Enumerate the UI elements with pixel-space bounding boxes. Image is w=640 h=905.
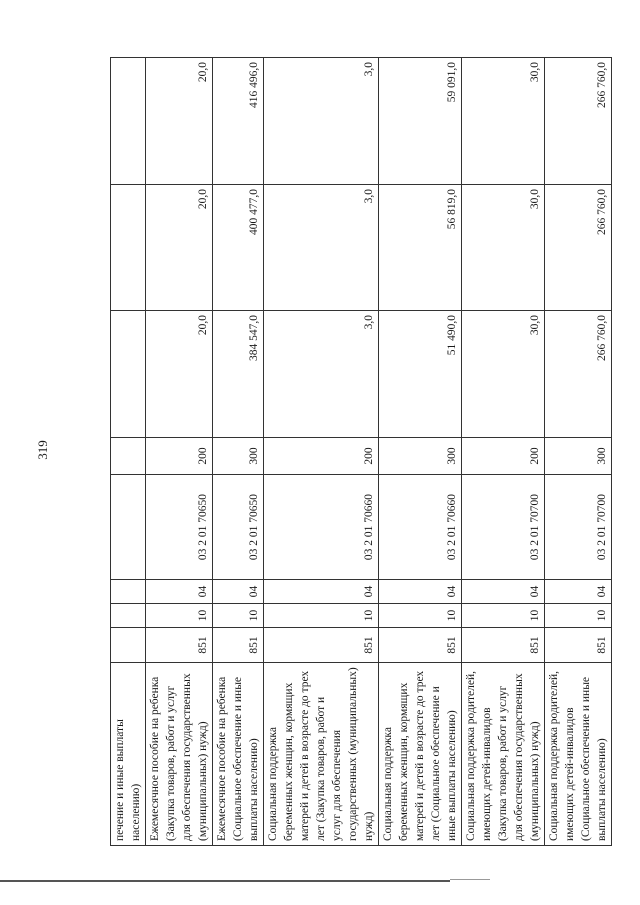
amount-2018: 3,0 [264, 311, 379, 438]
amount-2018: 30,0 [462, 311, 545, 438]
amount-2020: 416 496,0 [213, 58, 264, 185]
subsection-code [111, 580, 146, 604]
row-description: Социальная поддержка родителей, имеющих детей-инвалидов (Социальное обеспечение и иные выплаты населению) [545, 663, 612, 846]
subsection-code: 04 [462, 580, 545, 604]
amount-2019: 400 477,0 [213, 185, 264, 311]
target-article-code: 03 2 01 70650 [213, 475, 264, 580]
row-description: Ежемесячное пособие на ребенка (Закупка товаров, работ и услуг для обеспечения государственных (муниципальных) нужд) [146, 663, 213, 846]
amount-2019: 56 819,0 [379, 185, 462, 311]
ministry-code: 851 [545, 628, 612, 663]
ministry-code: 851 [213, 628, 264, 663]
amount-2020 [111, 58, 146, 185]
target-article-code: 03 2 01 70700 [462, 475, 545, 580]
budget-table-rotated [110, 58, 608, 846]
row-description: Социальная поддержка беременных женщин, кормящих матерей и детей в возрасте до трех лет (Социальное обеспечение и иные выплаты населению) [379, 663, 462, 846]
section-code: 10 [264, 604, 379, 628]
row-description: печение и иные выплаты населению) [111, 663, 146, 846]
subsection-code: 04 [213, 580, 264, 604]
target-article-code: 03 2 01 70660 [264, 475, 379, 580]
section-code: 10 [379, 604, 462, 628]
expense-type-code [111, 438, 146, 475]
page-number: 319 [35, 440, 50, 460]
section-code [111, 604, 146, 628]
row-description: Ежемесячное пособие на ребенка (Социальное обеспечение и иные выплаты населению) [213, 663, 264, 846]
target-article-code [111, 475, 146, 580]
subsection-code: 04 [379, 580, 462, 604]
amount-2018: 20,0 [146, 311, 213, 438]
ministry-code: 851 [379, 628, 462, 663]
expense-type-code: 200 [264, 438, 379, 475]
expense-type-code: 300 [379, 438, 462, 475]
ministry-code: 851 [146, 628, 213, 663]
ministry-code: 851 [462, 628, 545, 663]
ministry-code: 851 [264, 628, 379, 663]
amount-2020: 20,0 [146, 58, 213, 185]
expense-type-code: 300 [545, 438, 612, 475]
row-description: Социальная поддержка родителей, имеющих детей-инвалидов (Закупка товаров, работ и услуг для обеспечения государственных (муниципальных) нужд) [462, 663, 545, 846]
amount-2018: 384 547,0 [213, 311, 264, 438]
subsection-code: 04 [545, 580, 612, 604]
budget-table [110, 57, 612, 846]
expense-type-code: 300 [213, 438, 264, 475]
section-code: 10 [462, 604, 545, 628]
ministry-code [111, 628, 146, 663]
amount-2019: 30,0 [462, 185, 545, 311]
target-article-code: 03 2 01 70660 [379, 475, 462, 580]
section-code: 10 [146, 604, 213, 628]
expense-type-code: 200 [146, 438, 213, 475]
amount-2018 [111, 311, 146, 438]
scan-edge-line [0, 880, 450, 882]
table-row [379, 58, 462, 846]
table-row [213, 58, 264, 846]
subsection-code: 04 [264, 580, 379, 604]
row-description: Социальная поддержка беременных женщин, кормящих матерей и детей в возрасте до трех лет (Закупка товаров, работ и услуг для обеспечения государственных (муниципальных) нужд) [264, 663, 379, 846]
expense-type-code: 200 [462, 438, 545, 475]
subsection-code: 04 [146, 580, 213, 604]
amount-2020: 3,0 [264, 58, 379, 185]
amount-2019: 266 760,0 [545, 185, 612, 311]
amount-2020: 30,0 [462, 58, 545, 185]
section-code: 10 [545, 604, 612, 628]
amount-2020: 266 760,0 [545, 58, 612, 185]
scan-edge-line [450, 879, 490, 880]
table-row [111, 58, 146, 846]
table-row [264, 58, 379, 846]
target-article-code: 03 2 01 70700 [545, 475, 612, 580]
amount-2019: 20,0 [146, 185, 213, 311]
table-row [146, 58, 213, 846]
amount-2020: 59 091,0 [379, 58, 462, 185]
amount-2019: 3,0 [264, 185, 379, 311]
amount-2018: 51 490,0 [379, 311, 462, 438]
section-code: 10 [213, 604, 264, 628]
table-row [545, 58, 612, 846]
table-row [462, 58, 545, 846]
amount-2018: 266 760,0 [545, 311, 612, 438]
amount-2019 [111, 185, 146, 311]
target-article-code: 03 2 01 70650 [146, 475, 213, 580]
